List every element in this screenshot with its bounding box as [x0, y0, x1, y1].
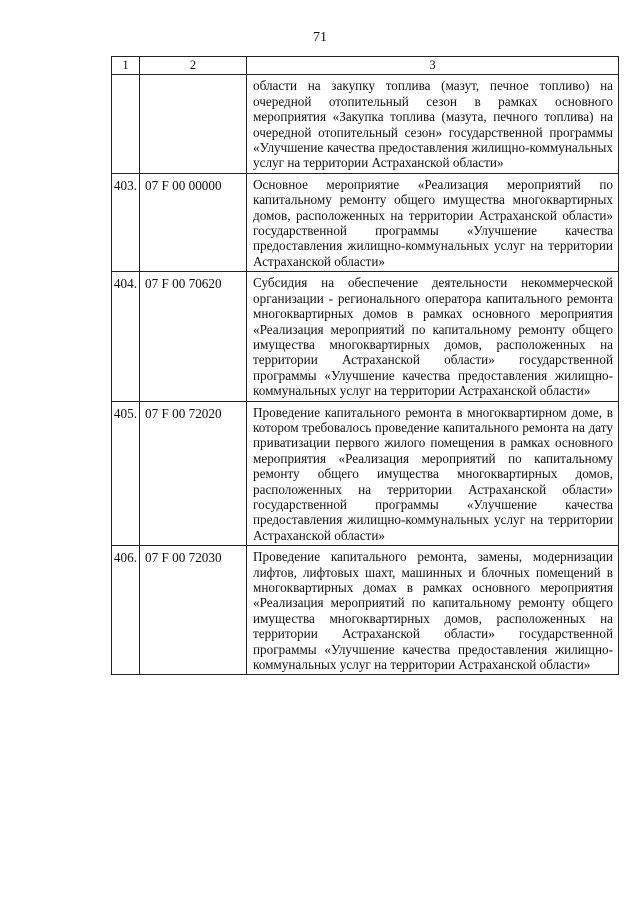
column-header-number: 1 — [112, 57, 140, 75]
row-code: 07 F 00 72030 — [140, 546, 247, 675]
table-row — [112, 401, 619, 546]
row-number — [112, 75, 140, 173]
column-header-code: 2 — [140, 57, 247, 75]
table-row — [112, 546, 619, 675]
row-description: области на закупку топлива (мазут, печное топливо) на очередной отопительный сезон в рамках основного мероприятия «Закупка топлива (мазута, печного топлива) на очередной отопительный сезон» государственной программы «Улучшение качества предоставления жилищно-коммунальных услуг на территории Астраханской области» — [247, 75, 619, 173]
table-row — [112, 272, 619, 401]
row-description: Субсидия на обеспечение деятельности некоммерческой организации - регионального оператора капитального ремонта многоквартирных домов в рамках основного мероприятия «Реализация мероприятий по капитальному ремонту общего имущества многоквартирных домов, расположенных на территории Астраханской области» государственной программы «Улучшение качества предоставления жилищно-коммунальных услуг на территории Астраханской области» — [247, 272, 619, 401]
row-description: Проведение капитального ремонта в многоквартирном доме, в котором требовалось проведение капитального ремонта на дату приватизации первого жилого помещения в рамках основного мероприятия «Реализация мероприятий по капитальному ремонту общего имущества многоквартирных домов, расположенных на территории Астраханской области» государственной программы «Улучшение качества предоставления жилищно-коммунальных услуг на территории Астраханской области» — [247, 401, 619, 546]
table-row — [112, 75, 619, 173]
row-description: Проведение капитального ремонта, замены, модернизации лифтов, лифтовых шахт, машинных и блочных помещений в многоквартирных домах в рамках основного мероприятия «Реализация мероприятий по капитальному ремонту общего имущества многоквартирных домов, расположенных на территории Астраханской области» государственной программы «Улучшение качества предоставления жилищно-коммунальных услуг на территории Астраханской области» — [247, 546, 619, 675]
row-description: Основное мероприятие «Реализация мероприятий по капитальному ремонту общего имущества многоквартирных домов, расположенных на территории Астраханской области» государственной программы «Улучшение качества предоставления жилищно-коммунальных услуг на территории Астраханской области» — [247, 173, 619, 271]
row-code: 07 F 00 72020 — [140, 401, 247, 546]
table-row — [112, 173, 619, 271]
row-code — [140, 75, 247, 173]
budget-classification-table — [111, 56, 619, 675]
row-number: 406. — [112, 546, 140, 675]
row-code: 07 F 00 00000 — [140, 173, 247, 271]
row-number: 405. — [112, 401, 140, 546]
page-number: 71 — [313, 30, 327, 45]
row-number: 403. — [112, 173, 140, 271]
row-number: 404. — [112, 272, 140, 401]
table-header-row — [112, 57, 619, 75]
column-header-description: 3 — [247, 57, 619, 75]
row-code: 07 F 00 70620 — [140, 272, 247, 401]
